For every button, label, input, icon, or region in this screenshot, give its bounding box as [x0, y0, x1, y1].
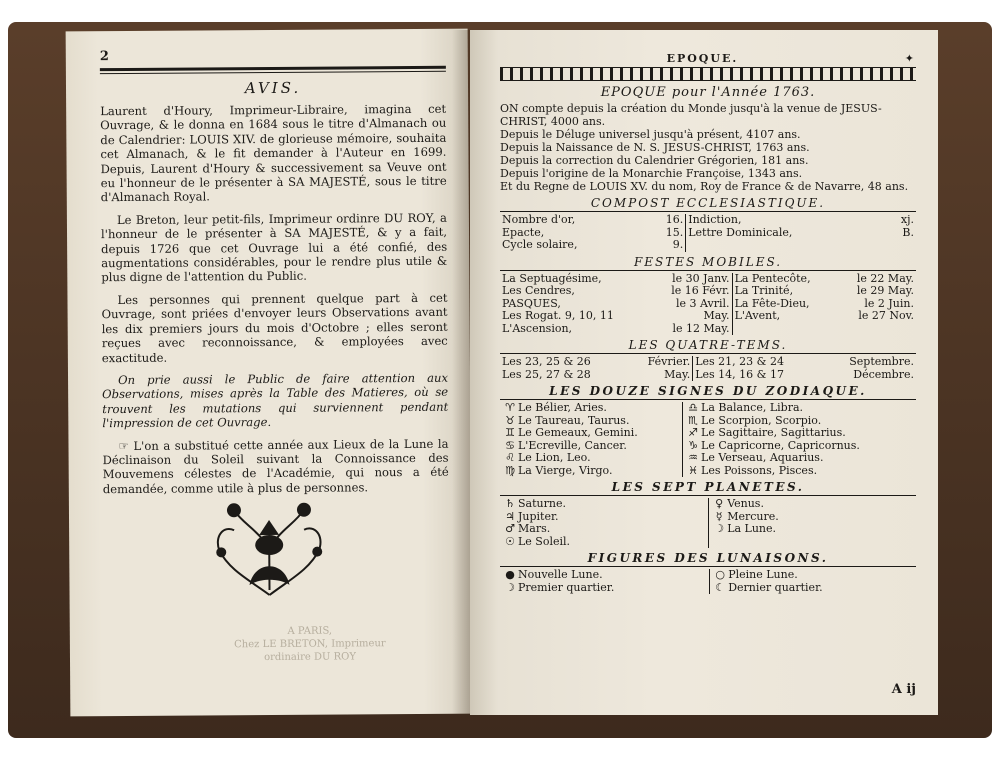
- symbol-label: Le Capricorne, Capricornus.: [701, 438, 860, 452]
- astro-symbol-icon: ♒: [688, 451, 698, 464]
- cell-value: le 27 Nov.: [858, 309, 914, 322]
- table-row: [500, 498, 916, 511]
- epoque-line: Depuis le Déluge universel jusqu'à présent, 4107 ans.: [500, 128, 801, 141]
- paragraph-4: On prie aussi le Public de faire attention aux Observations, mises après la Table des Matieres, où se trouvent les mutations qui surviennent pendant l'impression de cet Ouvrage.: [102, 370, 449, 431]
- epoque-title: EPOQUE pour l'Année 1763.: [600, 85, 816, 100]
- astro-symbol-icon: ☾: [715, 580, 726, 594]
- symbol-label: Jupiter.: [518, 509, 559, 523]
- cell-value: le 2 Juin.: [864, 296, 914, 310]
- symbol-cell: [500, 536, 709, 549]
- quatre-tems-title: LES QUATRE-TEMS.: [500, 338, 916, 354]
- cell-value: Février.: [647, 355, 691, 368]
- astro-symbol-icon: ♓: [688, 463, 698, 477]
- symbol-label: Le Soleil.: [518, 534, 571, 548]
- cell-label: [732, 323, 837, 336]
- table-row: [500, 511, 916, 524]
- symbol-label: Mars.: [518, 522, 551, 535]
- cell-value: le 22 May.: [856, 271, 914, 285]
- table-row: [500, 310, 916, 323]
- symbol-cell: [709, 523, 916, 536]
- symbol-label: Mercure.: [727, 509, 779, 523]
- table-row: [500, 582, 916, 595]
- astro-symbol-icon: ♄: [505, 497, 515, 510]
- cell-label: PASQUES,: [502, 296, 561, 310]
- lunaisons-table: [500, 569, 916, 594]
- cell-value: May.: [664, 367, 691, 381]
- planetes-title: LES SEPT PLANETES.: [500, 480, 916, 496]
- symbol-label: Les Poissons, Pisces.: [701, 463, 818, 477]
- astro-symbol-icon: ♃: [505, 509, 515, 523]
- header-rule: [100, 66, 446, 74]
- signes-table: [500, 402, 916, 477]
- festes-table: [500, 273, 916, 336]
- cell-label: La Fête-Dieu,: [732, 298, 837, 311]
- astro-symbol-icon: ☽: [505, 580, 515, 594]
- astro-symbol-icon: ♌: [505, 451, 515, 464]
- running-head-title: EPOQUE.: [666, 52, 739, 65]
- table-row: [500, 536, 916, 549]
- epoque-line: Et du Regne de LOUIS XV. du nom, Roy de France & de Navarre, 48 ans.: [500, 180, 909, 193]
- folio-mark: A ij: [891, 682, 916, 697]
- astro-symbol-icon: ♈: [505, 401, 515, 414]
- cell-label: L'Ascension,: [502, 321, 573, 335]
- cell-label: La Trinité,: [732, 285, 837, 298]
- cell-label: Les 25, 27 & 28: [502, 367, 591, 381]
- cell-label: Les 21, 23 & 24: [693, 356, 822, 369]
- cell-value: B.: [902, 225, 914, 239]
- symbol-label: L'Ecreville, Cancer.: [518, 438, 627, 452]
- table-row: [500, 214, 916, 227]
- astro-symbol-icon: ♐: [688, 426, 698, 439]
- astro-symbol-icon: ☽: [714, 522, 725, 535]
- lunaisons-title: FIGURES DES LUNAISONS.: [500, 551, 916, 567]
- astro-symbol-icon: ♊: [505, 426, 515, 439]
- floral-ornament-icon: [209, 490, 330, 611]
- astro-symbol-icon: ○: [715, 568, 726, 581]
- avis-title: AVIS.: [244, 78, 302, 98]
- symbol-label: Le Gemeaux, Gemini.: [518, 426, 638, 439]
- cell-value: 15.: [665, 225, 684, 239]
- symbol-label: Le Scorpion, Scorpio.: [701, 413, 822, 427]
- astro-symbol-icon: ●: [505, 568, 515, 581]
- symbol-label: Premier quartier.: [518, 580, 615, 594]
- astro-symbol-icon: ♂: [505, 522, 515, 535]
- paragraph-2: Le Breton, leur petit-fils, Imprimeur ordinre DU ROY, a l'honneur de le présenter à SA MAJESTÉ, & y a fait, depuis 1726 que cet Ouvrage lui a été confié, des augmentations considérables, pour le rendre plus utile & plus digne de l'attention du Public.: [100, 210, 448, 285]
- symbol-cell: [709, 536, 916, 549]
- running-head: [500, 52, 916, 65]
- astro-symbol-icon: ♎: [688, 401, 698, 414]
- astro-symbol-icon: ♀: [715, 497, 724, 510]
- astro-symbol-icon: ♑: [688, 438, 698, 452]
- quatre-tems-table: [500, 356, 916, 381]
- star-ornament-icon: ✦: [904, 52, 916, 65]
- comput-title: COMPOST ECCLESIASTIQUE.: [500, 196, 916, 212]
- cell-value: le 16 Févr.: [671, 284, 730, 297]
- cell-label: Epacte,: [502, 225, 545, 239]
- paragraph-1: Laurent d'Houry, Imprimeur-Libraire, imagina cet Ouvrage, & le donna en 1684 sous le titre d'Almanach ou de Calendrier: LOUIS XIV. de glorieuse mémoire, souhaita cet Almanach, & le fit demander à l'Auteur en 1699. Depuis, Laurent d'Houry & successivement sa Veuve ont eu l'honneur de le présenter à SA MAJESTÉ, sous le titre d'Almanach Royal.: [100, 101, 447, 205]
- cell-label: Les Cendres,: [502, 284, 575, 297]
- cell-label: Indiction,: [686, 214, 885, 227]
- symbol-label: Venus.: [727, 497, 764, 510]
- cell-label: [686, 239, 885, 252]
- table-row: [500, 465, 916, 478]
- table-row: [500, 369, 916, 382]
- symbol-cell: [500, 582, 710, 595]
- symbol-label: Dernier quartier.: [728, 580, 823, 594]
- cell-value: [837, 323, 916, 336]
- epoque-line: ON compte depuis la création du Monde jusqu'à la venue de JESUS-CHRIST, 4000 ans.: [500, 102, 882, 128]
- table-row: [500, 323, 916, 336]
- cell-value: le 30 Janv.: [672, 271, 730, 285]
- planetes-table: [500, 498, 916, 548]
- astro-symbol-icon: ♏: [688, 413, 698, 427]
- symbol-label: La Lune.: [727, 522, 777, 535]
- symbol-cell: [710, 582, 916, 595]
- faded-imprint: A PARIS, Chez LE BRETON, Imprimeur ordinaire DU ROY: [234, 625, 386, 664]
- cell-value: 9.: [672, 238, 684, 251]
- symbol-label: Le Verseau, Aquarius.: [701, 451, 824, 464]
- paragraph-5: ☞ L'on a substitué cette année aux Lieux de la Lune la Déclinaison du Soleil suivant la Connoissance des Mouvemens célestes de l'Académie, qui nous a été demandée, comme utile à plus de personnes.: [102, 436, 449, 496]
- table-row: [500, 239, 916, 252]
- cell-value: 16.: [665, 213, 684, 226]
- astro-symbol-icon: ♉: [505, 413, 515, 427]
- cell-value: le 3 Avril.: [676, 296, 730, 310]
- symbol-cell: [500, 465, 683, 478]
- cell-value: le 29 May.: [856, 284, 914, 297]
- symbol-label: La Balance, Libra.: [701, 401, 804, 414]
- festes-title: FESTES MOBILES.: [500, 255, 916, 271]
- paragraph-3: Les personnes qui prennent quelque part à cet Ouvrage, sont priées d'envoyer leurs Observations avant les dix premiers jours du mois d'Octobre ; elles seront reçues avec reconnoissance, & employées avec exactitude.: [101, 290, 448, 365]
- cell-label: Cycle solaire,: [502, 238, 578, 251]
- cell-value: Septembre.: [849, 355, 914, 368]
- comput-table: [500, 214, 916, 252]
- epoque-line: Depuis l'origine de la Monarchie Françoise, 1343 ans.: [500, 167, 803, 180]
- cell-label: Les 23, 25 & 26: [502, 355, 591, 368]
- symbol-label: Pleine Lune.: [728, 568, 798, 581]
- table-row: [500, 356, 916, 369]
- cell-value: Décembre.: [853, 367, 914, 381]
- cell-label: La Septuagésime,: [502, 271, 602, 285]
- page-number: 2: [99, 49, 109, 65]
- symbol-label: Le Bélier, Aries.: [518, 401, 607, 414]
- symbol-label: La Vierge, Virgo.: [518, 463, 613, 477]
- cell-label: L'Avent,: [732, 310, 837, 323]
- symbol-label: Saturne.: [518, 497, 566, 510]
- cell-label: Nombre d'or,: [502, 213, 576, 226]
- epoque-line: Depuis la correction du Calendrier Grégorien, 181 ans.: [500, 154, 809, 167]
- astro-symbol-icon: ♍: [505, 463, 515, 477]
- cell-value: May.: [703, 309, 730, 322]
- cell-label: Les Rogat. 9, 10, 11: [502, 309, 614, 322]
- symbol-label: Le Sagittaire, Sagittarius.: [701, 426, 846, 439]
- symbol-label: Nouvelle Lune.: [518, 568, 603, 581]
- left-page: [66, 29, 473, 717]
- right-page: [470, 30, 938, 715]
- symbol-label: Le Lion, Leo.: [518, 451, 591, 464]
- symbol-label: Le Taureau, Taurus.: [518, 413, 630, 427]
- cell-value: le 12 May.: [672, 321, 730, 335]
- cell-label: La Pentecôte,: [732, 273, 837, 286]
- epoque-line: Depuis la Naissance de N. S. JESUS-CHRIST, 1763 ans.: [500, 141, 810, 154]
- cell-label: Les 14, 16 & 17: [693, 369, 822, 382]
- table-row: [500, 285, 916, 298]
- astro-symbol-icon: ☉: [505, 534, 515, 548]
- astro-symbol-icon: ☿: [715, 509, 723, 523]
- cell-value: [885, 239, 916, 252]
- cell-label: Lettre Dominicale,: [686, 227, 885, 240]
- signes-title: LES DOUZE SIGNES DU ZODIAQUE.: [500, 384, 916, 400]
- decorative-frieze: [500, 67, 916, 81]
- astro-symbol-icon: ♋: [505, 438, 515, 452]
- cell-value: xj.: [900, 213, 914, 226]
- symbol-cell: [683, 465, 916, 478]
